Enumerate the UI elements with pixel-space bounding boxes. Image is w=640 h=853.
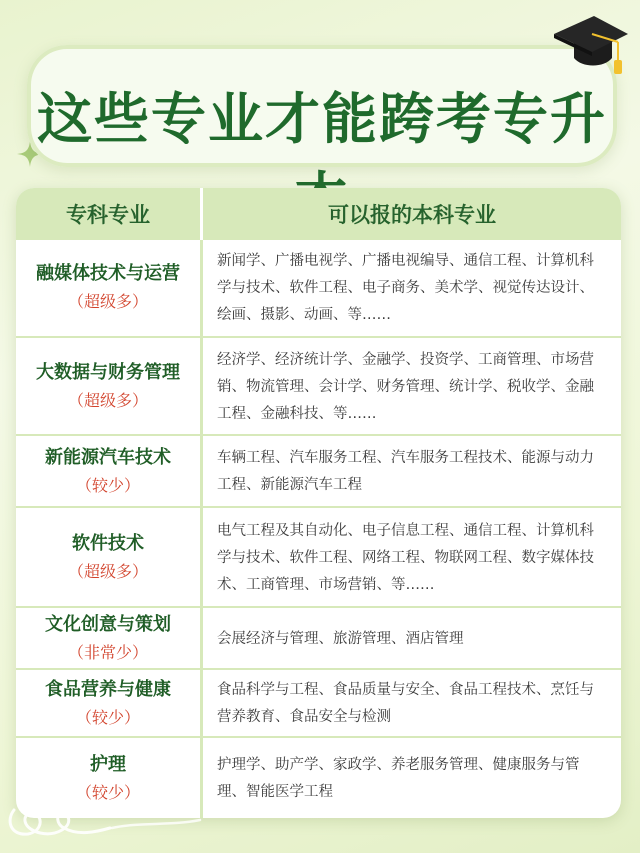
associate-major-cell — [16, 508, 200, 608]
header-bachelor-majors: 可以报的本科专业 — [203, 188, 621, 240]
title-banner — [27, 45, 617, 167]
column-divider — [200, 240, 203, 336]
availability-level: （较少） — [75, 708, 140, 727]
associate-major-name: 食品营养与健康 — [45, 679, 171, 700]
table-row — [16, 506, 621, 608]
availability-level: （超级多） — [67, 292, 148, 311]
availability-level: （较少） — [75, 476, 140, 495]
associate-major-cell — [16, 240, 200, 336]
associate-major-name: 新能源汽车技术 — [45, 447, 171, 468]
availability-level: （非常少） — [67, 643, 148, 662]
availability-level: （超级多） — [67, 562, 148, 581]
bachelor-majors-list: 车辆工程、汽车服务工程、汽车服务工程技术、能源与动力工程、新能源汽车工程 — [217, 450, 594, 493]
bachelor-majors-list: 护理学、助产学、家政学、养老服务管理、健康服务与管理、智能医学工程 — [217, 757, 580, 800]
table-row — [16, 668, 621, 738]
associate-major-name: 大数据与财务管理 — [36, 362, 180, 383]
associate-major-name: 融媒体技术与运营 — [36, 263, 180, 284]
table-row — [16, 240, 621, 336]
availability-level: （较少） — [75, 783, 140, 802]
associate-major-name: 软件技术 — [72, 533, 144, 554]
table-row — [16, 336, 621, 436]
table-header — [16, 188, 621, 240]
graduation-cap-icon — [552, 10, 630, 80]
handwritten-swirl-decoration — [0, 780, 240, 853]
associate-major-cell — [16, 670, 200, 738]
table-row — [16, 434, 621, 508]
majors-table — [16, 188, 621, 818]
associate-major-cell — [16, 436, 200, 508]
bachelor-majors-list: 会展经济与管理、旅游管理、酒店管理 — [217, 630, 464, 647]
column-divider — [200, 508, 203, 608]
bachelor-majors-list: 新闻学、广播电视学、广播电视编导、通信工程、计算机科学与技术、软件工程、电子商务、美术学、视觉传达设计、绘画、摄影、动画、等…… — [217, 252, 594, 323]
availability-level: （超级多） — [67, 391, 148, 410]
page-title: 这些专业才能跨考专升 — [36, 87, 607, 151]
associate-major-name: 护理 — [90, 754, 126, 775]
associate-major-cell — [16, 608, 200, 670]
bachelor-majors-list: 食品科学与工程、食品质量与安全、食品工程技术、烹饪与营养教育、食品安全与检测 — [217, 682, 594, 725]
column-divider — [200, 608, 203, 670]
associate-major-name: 文化创意与策划 — [45, 614, 171, 635]
header-associate-major: 专科专业 — [16, 188, 200, 240]
column-divider — [200, 436, 203, 508]
table-row — [16, 606, 621, 670]
column-divider — [200, 670, 203, 738]
column-divider — [200, 338, 203, 436]
associate-major-cell — [16, 338, 200, 436]
bachelor-majors-list: 经济学、经济统计学、金融学、投资学、工商管理、市场营销、物流管理、会计学、财务管理、统计学、税收学、金融工程、金融科技、等…… — [217, 351, 594, 422]
bachelor-majors-list: 电气工程及其自动化、电子信息工程、通信工程、计算机科学与技术、软件工程、网络工程、物联网工程、数字媒体技术、工商管理、市场营销、等…… — [217, 522, 594, 593]
